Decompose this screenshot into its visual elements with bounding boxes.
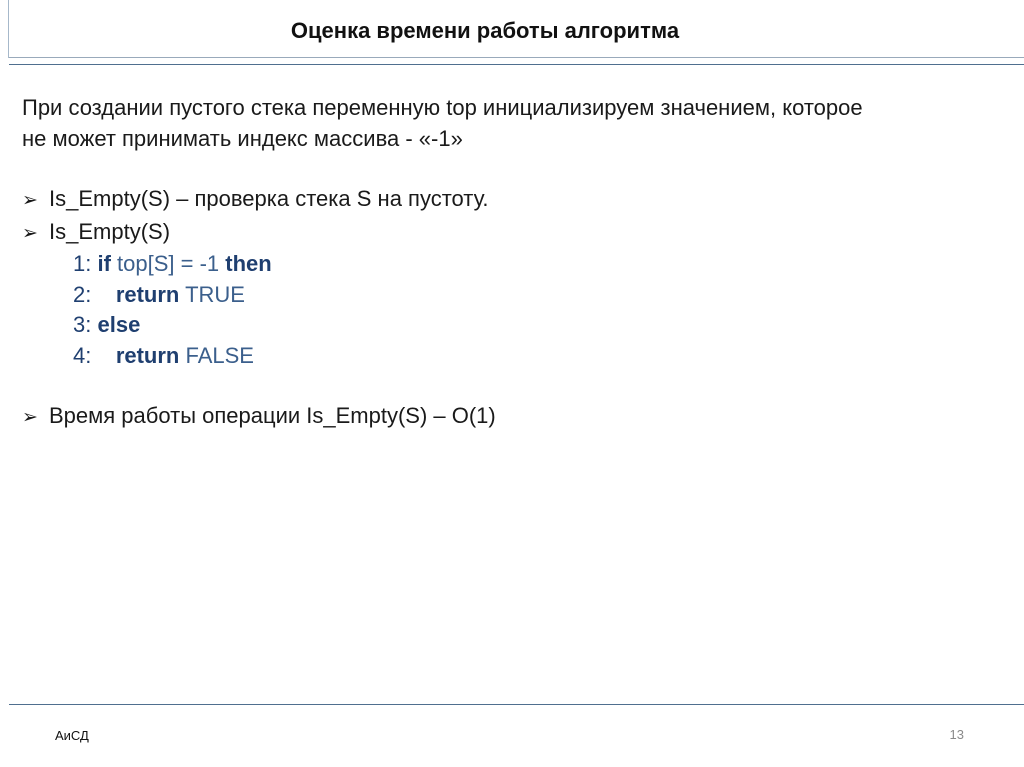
code-line-number: 3: xyxy=(73,312,92,337)
code-line xyxy=(22,280,1012,311)
code-text: FALSE xyxy=(179,342,254,368)
code-keyword: then xyxy=(225,251,272,276)
arrow-bullet-icon: ➢ xyxy=(22,190,38,211)
title-divider-thin xyxy=(9,57,1024,58)
code-text: TRUE xyxy=(179,281,245,307)
bullet-text: Is_Empty(S) xyxy=(49,218,171,244)
code-text: top[S] = -1 xyxy=(110,251,226,276)
spacer xyxy=(22,371,1012,401)
slide-title: Оценка времени работы алгоритма xyxy=(290,18,680,43)
code-keyword: return xyxy=(115,342,180,368)
code-gap xyxy=(91,343,115,368)
bullet-item xyxy=(22,184,1012,217)
arrow-bullet-icon: ➢ xyxy=(22,407,38,428)
code-line-number: 1: xyxy=(73,251,92,276)
code-line-number: 2: xyxy=(73,281,92,307)
title-divider xyxy=(9,64,1024,65)
code-keyword: if xyxy=(97,251,111,276)
slide-body xyxy=(22,93,1012,434)
code-line xyxy=(22,249,1012,280)
code-keyword: else xyxy=(97,312,141,337)
code-gap xyxy=(91,282,115,307)
footer-divider xyxy=(9,704,1024,705)
footer-course-label: АиСД xyxy=(55,728,89,743)
intro-line-1: При создании пустого стека переменную top инициализируем значением, которое xyxy=(22,95,863,120)
bullet-item xyxy=(22,401,1012,434)
code-line-number: 4: xyxy=(73,342,92,368)
spacer xyxy=(22,154,1012,184)
code-line xyxy=(22,310,1012,341)
bullet-item xyxy=(22,217,1012,250)
intro-line-2: не может принимать индекс массива - «-1» xyxy=(22,125,463,151)
bullet-text: Is_Empty(S) – проверка стека S на пустоту. xyxy=(49,186,489,211)
page-number: 13 xyxy=(949,727,964,742)
code-keyword: return xyxy=(115,281,180,307)
bullet-text: Время работы операции Is_Empty(S) – O(1) xyxy=(49,403,496,428)
code-line xyxy=(22,341,1012,372)
arrow-bullet-icon: ➢ xyxy=(22,222,38,244)
